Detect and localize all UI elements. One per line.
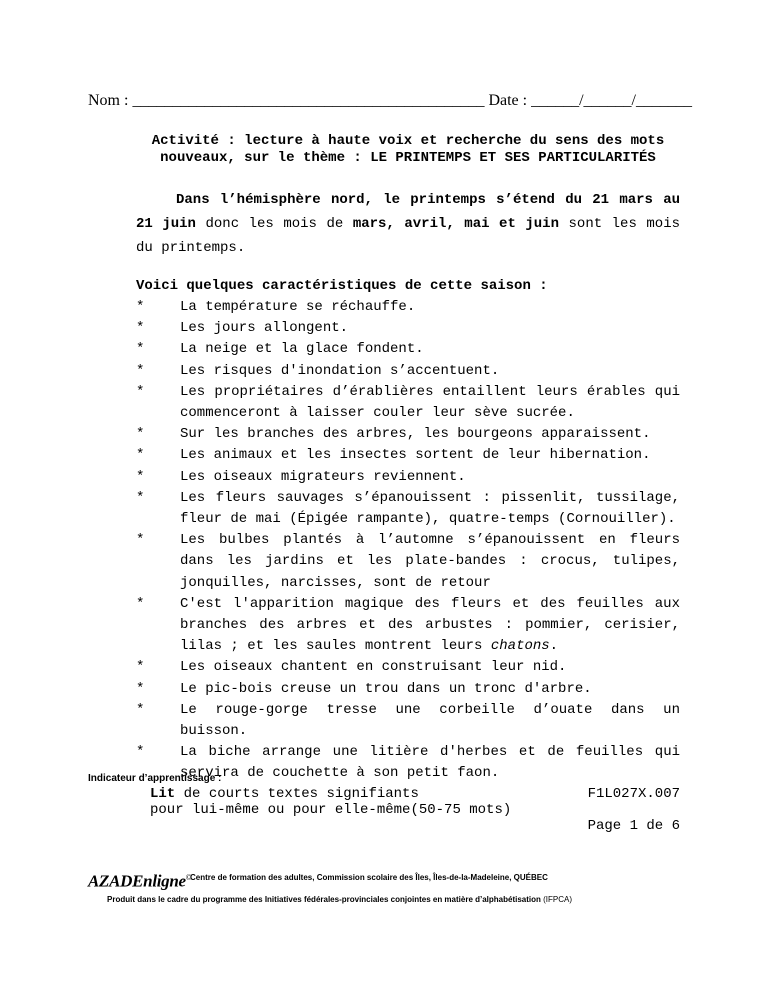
bullet: * <box>136 680 145 697</box>
activity-title-line-1: Activité : lecture à haute voix et recherche du sens des mots <box>151 133 665 149</box>
list-item-text: Le rouge-gorge tresse une corbeille d’ouate dans un buisson. <box>180 701 680 740</box>
list-item <box>136 424 680 445</box>
bullet: * <box>136 426 145 443</box>
program-text: Produit dans le cadre du programme des Initiatives fédérales-provinciales conjointes en matière d’alphabétisation <box>107 895 541 904</box>
bullet: * <box>136 383 145 400</box>
copyright-mark: © <box>185 873 192 882</box>
list-item-text: Les oiseaux chantent en construisant leur nid. <box>180 659 567 676</box>
bullet: * <box>136 595 145 612</box>
list-item <box>136 382 680 424</box>
indicator-label: Indicateur d’apprentissage : <box>88 773 222 784</box>
document-code: F1L027X.007 <box>587 786 680 802</box>
list-item <box>136 488 680 530</box>
azadenligne-logo <box>88 868 192 892</box>
program-line <box>107 895 572 905</box>
intro-text-2: sont les mois du printemps. <box>136 216 680 256</box>
indicator-line-2: pour lui-même ou pour elle-même(50-75 mots) <box>150 802 512 818</box>
bullet: * <box>136 744 145 761</box>
list-item <box>136 297 680 318</box>
list-item-text: Les bulbes plantés à l’automne s’épanouissent en fleurs dans les jardins et les plate-bandes : crocus, tulipes, jonquilles, narcisses, sont de retour <box>180 532 680 591</box>
list-item-text: La biche arrange une litière d'herbes et de feuilles qui servira de couchette à son petit faon. <box>180 744 680 782</box>
list-item <box>136 679 680 700</box>
indicator-line-1 <box>150 786 570 802</box>
list-item <box>136 700 680 742</box>
list-item-text: Les jours allongent. <box>180 320 349 337</box>
list-item <box>136 657 680 678</box>
list-item-text: Les propriétaires d’érablières entaillent leurs érables qui commenceront à laisser couler leur sève sucrée. <box>180 383 680 422</box>
bullet: * <box>136 468 145 485</box>
intro-paragraph <box>136 188 680 260</box>
page-number: Page 1 de 6 <box>587 818 680 834</box>
intro-bold-1: Dans l’hémisphère nord, le printemps s’étend du 21 mars au 21 juin <box>136 192 680 232</box>
organization-line: Centre de formation des adultes, Commission scolaire des Îles, Îles-de-la-Madeleine, QUÉBEC <box>190 873 548 882</box>
intro-months: mars, avril, mai et juin <box>352 216 559 232</box>
name-date-line: Nom : ____________________________________________ Date : ______/______/_______ <box>88 92 692 109</box>
indicator-line-1-rest: de courts textes signifiants <box>175 786 419 802</box>
list-item-text: Le pic-bois creuse un trou dans un tronc d'arbre. <box>180 680 592 697</box>
list-item-text-main: C'est l'apparition magique des fleurs et des feuilles aux branches des arbres et des arbustes : pommier, cerisier, lilas ; et les saules montrent leurs <box>180 595 680 655</box>
list-item-text: Les animaux et les insectes sortent de leur hibernation. <box>180 447 651 464</box>
program-abbreviation: (IFPCA) <box>540 895 573 904</box>
bullet: * <box>136 341 145 358</box>
list-item-text-end: . <box>549 638 559 655</box>
bullet: * <box>136 447 145 464</box>
activity-title-line-2: nouveaux, sur le thème : LE PRINTEMPS ET SES PARTICULARITÉS <box>160 150 656 166</box>
list-item-text: La température se réchauffe. <box>180 299 416 315</box>
bullet: * <box>136 701 145 718</box>
logo-text: AZADEnligne <box>88 871 186 891</box>
list-item-text: Les risques d'inondation s’accentuent. <box>180 362 500 379</box>
list-item <box>136 361 680 382</box>
bullet: * <box>136 299 145 315</box>
list-item-text: Sur les branches des arbres, les bourgeons apparaissent. <box>180 426 651 443</box>
list-heading: Voici quelques caractéristiques de cette saison : <box>136 278 548 294</box>
bullet: * <box>136 659 145 676</box>
intro-text-1: donc les mois de <box>195 216 353 232</box>
bullet: * <box>136 320 145 337</box>
characteristics-list <box>136 297 680 785</box>
list-item-italic: chatons <box>490 638 550 655</box>
list-item <box>136 530 680 594</box>
list-item <box>136 445 680 466</box>
bullet: * <box>136 489 145 506</box>
list-item <box>136 594 680 658</box>
list-item-text <box>180 594 680 658</box>
indicator-verb: Lit <box>150 786 176 802</box>
indicator-text <box>150 786 570 818</box>
list-item <box>136 318 680 339</box>
bullet: * <box>136 532 145 549</box>
list-item <box>136 339 680 360</box>
list-item-text: La neige et la glace fondent. <box>180 341 424 358</box>
list-item-text: Les fleurs sauvages s’épanouissent : pissenlit, tussilage, fleur de mai (Épigée rampante), quatre-temps (Cornouiller). <box>180 489 680 528</box>
bullet: * <box>136 362 145 379</box>
activity-title <box>136 133 680 167</box>
list-item-text: Les oiseaux migrateurs reviennent. <box>180 468 466 485</box>
list-item <box>136 467 680 488</box>
